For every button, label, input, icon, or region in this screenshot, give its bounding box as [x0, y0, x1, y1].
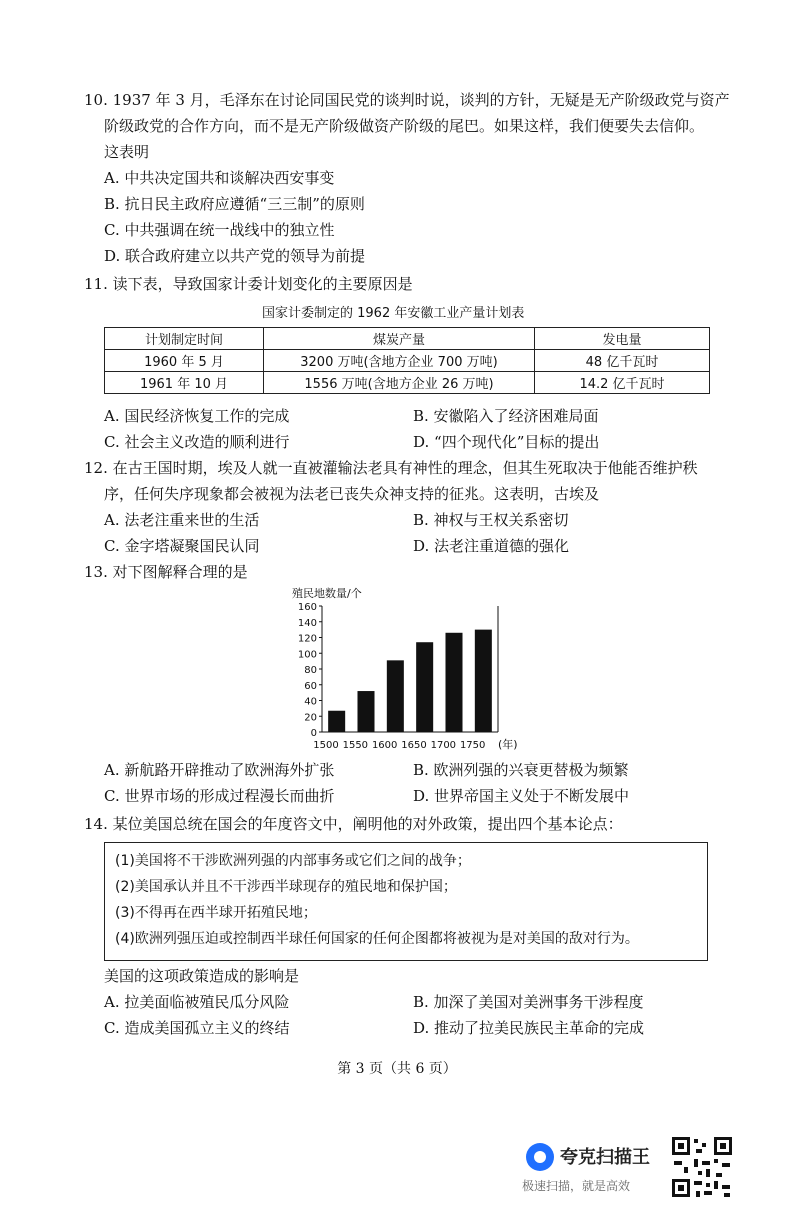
q11-plan-table — [104, 327, 710, 394]
q14-option-b: B. 加深了美国对美洲事务干涉程度 — [413, 993, 644, 1011]
chart-x-tick-label: 1500 — [313, 740, 339, 751]
table-header: 发电量 — [535, 328, 710, 350]
chart-y-ticks — [298, 602, 322, 739]
brand-name: 夸克扫描王 — [560, 1147, 650, 1168]
table-row — [105, 350, 710, 372]
chart-y-tick-label: 60 — [304, 680, 317, 692]
q12-option-b: B. 神权与王权关系密切 — [413, 511, 569, 529]
q10-stem-line-1: 10. 1937 年 3 月，毛泽东在讨论同国民党的谈判时说，谈判的方针，无疑是无产阶级政党与资产 — [84, 91, 730, 109]
q14-point-4: (4)欧洲列强压迫或控制西半球任何国家的任何企图都将被视为是对美国的敌对行为。 — [115, 931, 639, 947]
chart-x-ticks — [313, 740, 485, 751]
q12-option-c: C. 金字塔凝聚国民认同 — [104, 537, 260, 555]
chart-y-tick-label: 140 — [297, 617, 317, 629]
table-cell: 1556 万吨(含地方企业 26 万吨) — [264, 372, 535, 394]
chart-bar — [475, 630, 492, 732]
q10-option-a: A. 中共决定国共和谈解决西安事变 — [104, 169, 335, 187]
table-cell: 48 亿千瓦时 — [535, 350, 710, 372]
table-header-row — [105, 328, 710, 350]
q10-stem-line-3: 这表明 — [104, 143, 150, 161]
chart-y-tick-label: 40 — [304, 696, 317, 708]
chart-y-axis-label: 殖民地数量/个 — [292, 587, 362, 600]
brand-slogan: 极速扫描，就是高效 — [522, 1179, 631, 1193]
chart-y-tick-label: 20 — [304, 712, 317, 724]
chart-x-tick-label: 1650 — [401, 740, 427, 751]
q12-option-d: D. 法老注重道德的强化 — [413, 537, 570, 555]
chart-bar — [387, 660, 404, 732]
chart-x-tick-label: 1600 — [371, 740, 398, 751]
page-number: 第 3 页（共 6 页） — [337, 1061, 457, 1077]
chart-bar — [357, 691, 374, 732]
q11-option-d: D. “四个现代化”目标的提出 — [413, 433, 600, 451]
q13-option-a: A. 新航路开辟推动了欧洲海外扩张 — [104, 761, 335, 779]
q10-option-b: B. 抗日民主政府应遵循“三三制”的原则 — [104, 195, 365, 213]
q11-option-b: B. 安徽陷入了经济困难局面 — [413, 407, 599, 425]
q14-option-d: D. 推动了拉美民族民主革命的完成 — [413, 1019, 645, 1037]
chart-x-tick-label: 1750 — [459, 740, 486, 751]
chart-y-tick-label: 120 — [297, 633, 317, 645]
table-header: 计划制定时间 — [105, 328, 264, 350]
q12-stem-line-2: 序，任何失序现象都会被视为法老已丧失众神支持的征兆。这表明，古埃及 — [104, 485, 600, 503]
q10-option-d: D. 联合政府建立以共产党的领导为前提 — [104, 247, 366, 265]
chart-axes — [322, 606, 498, 732]
chart-bar — [445, 633, 462, 732]
q14-point-2: (2)美国承认并且不干涉西半球现存的殖民地和保护国； — [115, 879, 457, 895]
q12-stem-line-1: 12. 在古王国时期，埃及人就一直被灌输法老具有神性的理念，但其生死取决于他能否维护秩 — [84, 459, 698, 477]
q14-point-1: (1)美国将不干涉欧洲列强的内部事务或它们之间的战争； — [115, 853, 471, 869]
chart-x-tick-label: 1550 — [342, 740, 369, 751]
scanner-watermark — [520, 1135, 670, 1195]
q14-option-c: C. 造成美国孤立主义的终结 — [104, 1019, 290, 1037]
chart-y-tick-label: 80 — [304, 665, 317, 676]
chart-bars — [328, 630, 492, 732]
table-cell: 14.2 亿千瓦时 — [535, 372, 710, 394]
chart-y-tick-label: 160 — [297, 602, 317, 613]
q13-stem: 13. 对下图解释合理的是 — [84, 563, 248, 581]
q11-stem: 11. 读下表，导致国家计委计划变化的主要原因是 — [84, 275, 413, 293]
qr-code-icon — [670, 1135, 734, 1199]
q13-option-b: B. 欧洲列强的兴衰更替极为频繁 — [413, 761, 629, 779]
q10-stem-line-2: 阶级政党的合作方向，而不是无产阶级做资产阶级的尾巴。如果这样，我们便要失去信仰。 — [104, 117, 705, 135]
q10-option-c: C. 中共强调在统一战线中的独立性 — [104, 221, 335, 239]
q14-followup: 美国的这项政策造成的影响是 — [104, 967, 300, 985]
chart-x-tick-label: 1700 — [430, 740, 457, 751]
table-row — [105, 372, 710, 394]
chart-y-tick-label: 100 — [297, 649, 317, 661]
table-cell: 3200 万吨(含地方企业 700 万吨) — [264, 350, 535, 372]
q14-point-3: (3)不得再在西半球开拓殖民地； — [115, 905, 317, 921]
colony-bar-chart — [280, 584, 520, 754]
q13-option-c: C. 世界市场的形成过程漫长而曲折 — [104, 787, 335, 805]
chart-y-tick-label: 0 — [310, 728, 317, 739]
table-header: 煤炭产量 — [264, 328, 535, 350]
q11-table-title: 国家计委制定的 1962 年安徽工业产量计划表 — [262, 306, 525, 321]
q14-stem: 14. 某位美国总统在国会的年度咨文中，阐明他的对外政策，提出四个基本论点： — [84, 815, 623, 833]
q14-policy-box — [104, 842, 708, 961]
q11-option-c: C. 社会主义改造的顺利进行 — [104, 433, 290, 451]
quark-logo-icon — [526, 1143, 554, 1171]
table-cell: 1960 年 5 月 — [105, 350, 264, 372]
q12-option-a: A. 法老注重来世的生活 — [104, 511, 260, 529]
chart-bar — [328, 711, 345, 732]
chart-bar — [416, 642, 433, 732]
q13-option-d: D. 世界帝国主义处于不断发展中 — [413, 787, 630, 805]
table-cell: 1961 年 10 月 — [105, 372, 264, 394]
q14-option-a: A. 拉美面临被殖民瓜分风险 — [104, 993, 290, 1011]
q11-option-a: A. 国民经济恢复工作的完成 — [104, 407, 290, 425]
chart-x-axis-label: (年) — [498, 738, 518, 751]
